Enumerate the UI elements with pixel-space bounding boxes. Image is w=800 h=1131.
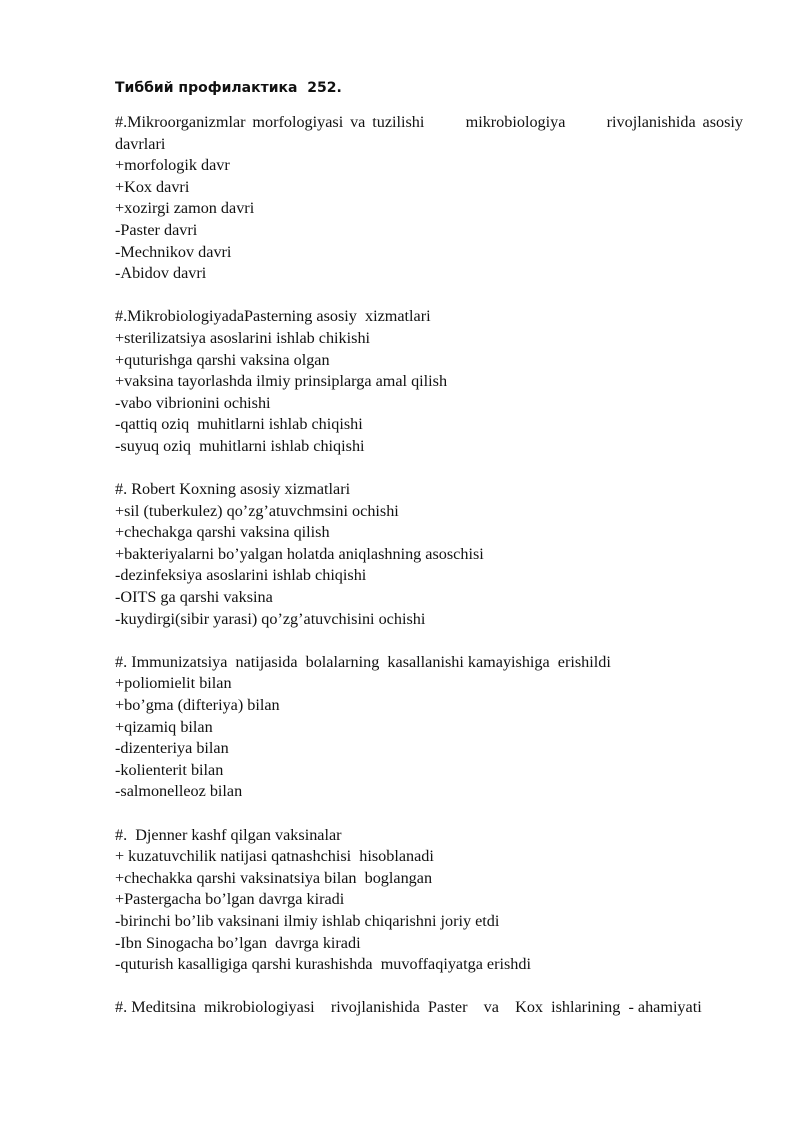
question-text: #.Mikroorganizmlar morfologiyasi va tuzilishi mikrobiologiya rivojlanishida asosiy davrlari — [115, 113, 748, 153]
question-text: #. Immunizatsiya natijasida bolalarning kasallanishi kamayishiga erishildi — [115, 652, 611, 671]
answer-option: +Kox davri — [115, 177, 190, 196]
answer-option: -OITS ga qarshi vaksina — [115, 588, 273, 607]
document-page — [115, 78, 748, 1041]
answer-option: +quturishga qarshi vaksina olgan — [115, 350, 330, 369]
question-text: #. Meditsina mikrobiologiyasi rivojlanishida Paster va Kox ishlarining - ahamiyati — [115, 998, 702, 1017]
answer-option: -kuydirgi(sibir yarasi) qo’zg’atuvchisini ochishi — [115, 609, 426, 628]
answer-option: -Abidov davri — [115, 264, 207, 283]
answer-option: +poliomielit bilan — [115, 674, 232, 693]
answer-option: +morfologik davr — [115, 156, 230, 175]
answer-option: -quturish kasalligiga qarshi kurashishda muvoffaqiyatga erishdi — [115, 955, 531, 974]
answer-option: +vaksina tayorlashda ilmiy prinsiplarga amal qilish — [115, 372, 448, 391]
answer-option: +xozirgi zamon davri — [115, 199, 255, 218]
answer-option: -suyuq oziq muhitlarni ishlab chiqishi — [115, 436, 365, 455]
answer-option: -vabo vibrionini ochishi — [115, 393, 271, 412]
answer-option: +sterilizatsiya asoslarini ishlab chikishi — [115, 328, 371, 347]
answer-option: +Pastergacha bo’lgan davrga kiradi — [115, 890, 345, 909]
answer-option: -dizenteriya bilan — [115, 739, 229, 758]
answer-option: -birinchi bo’lib vaksinani ilmiy ishlab chiqarishni joriy etdi — [115, 911, 500, 930]
answer-option: +chechakga qarshi vaksina qilish — [115, 523, 330, 542]
question-text: #. Djenner kashf qilgan vaksinalar — [115, 825, 342, 844]
answer-option: +chechakka qarshi vaksinatsiya bilan boglangan — [115, 868, 433, 887]
answer-option: -dezinfeksiya asoslarini ishlab chiqishi — [115, 566, 367, 585]
question-text: #. Robert Koxning asosiy xizmatlari — [115, 480, 351, 499]
question-block — [115, 825, 743, 976]
question-block — [115, 997, 743, 1019]
answer-option: -kolienterit bilan — [115, 760, 224, 779]
question-block — [115, 112, 748, 285]
answer-option: -Paster davri — [115, 220, 198, 239]
answer-option: +qizamiq bilan — [115, 717, 213, 736]
question-block — [115, 652, 743, 803]
answer-option: -Mechnikov davri — [115, 242, 232, 261]
question-text: #.MikrobiologiyadaPasterning asosiy xizmatlari — [115, 307, 431, 326]
answer-option: +bakteriyalarni bo’yalgan holatda aniqlashning asoschisi — [115, 544, 484, 563]
document-title: Тиббий профилактика 252. — [115, 80, 342, 96]
question-block — [115, 306, 743, 457]
answer-option: + kuzatuvchilik natijasi qatnashchisi hisoblanadi — [115, 847, 434, 866]
answer-option: +sil (tuberkulez) qo’zg’atuvchmsini ochishi — [115, 501, 399, 520]
answer-option: -salmonelleoz bilan — [115, 782, 243, 801]
answer-option: -qattiq oziq muhitlarni ishlab chiqishi — [115, 415, 363, 434]
answer-option: -Ibn Sinogacha bo’lgan davrga kiradi — [115, 933, 361, 952]
question-block — [115, 479, 743, 630]
answer-option: +bo’gma (difteriya) bilan — [115, 696, 280, 715]
